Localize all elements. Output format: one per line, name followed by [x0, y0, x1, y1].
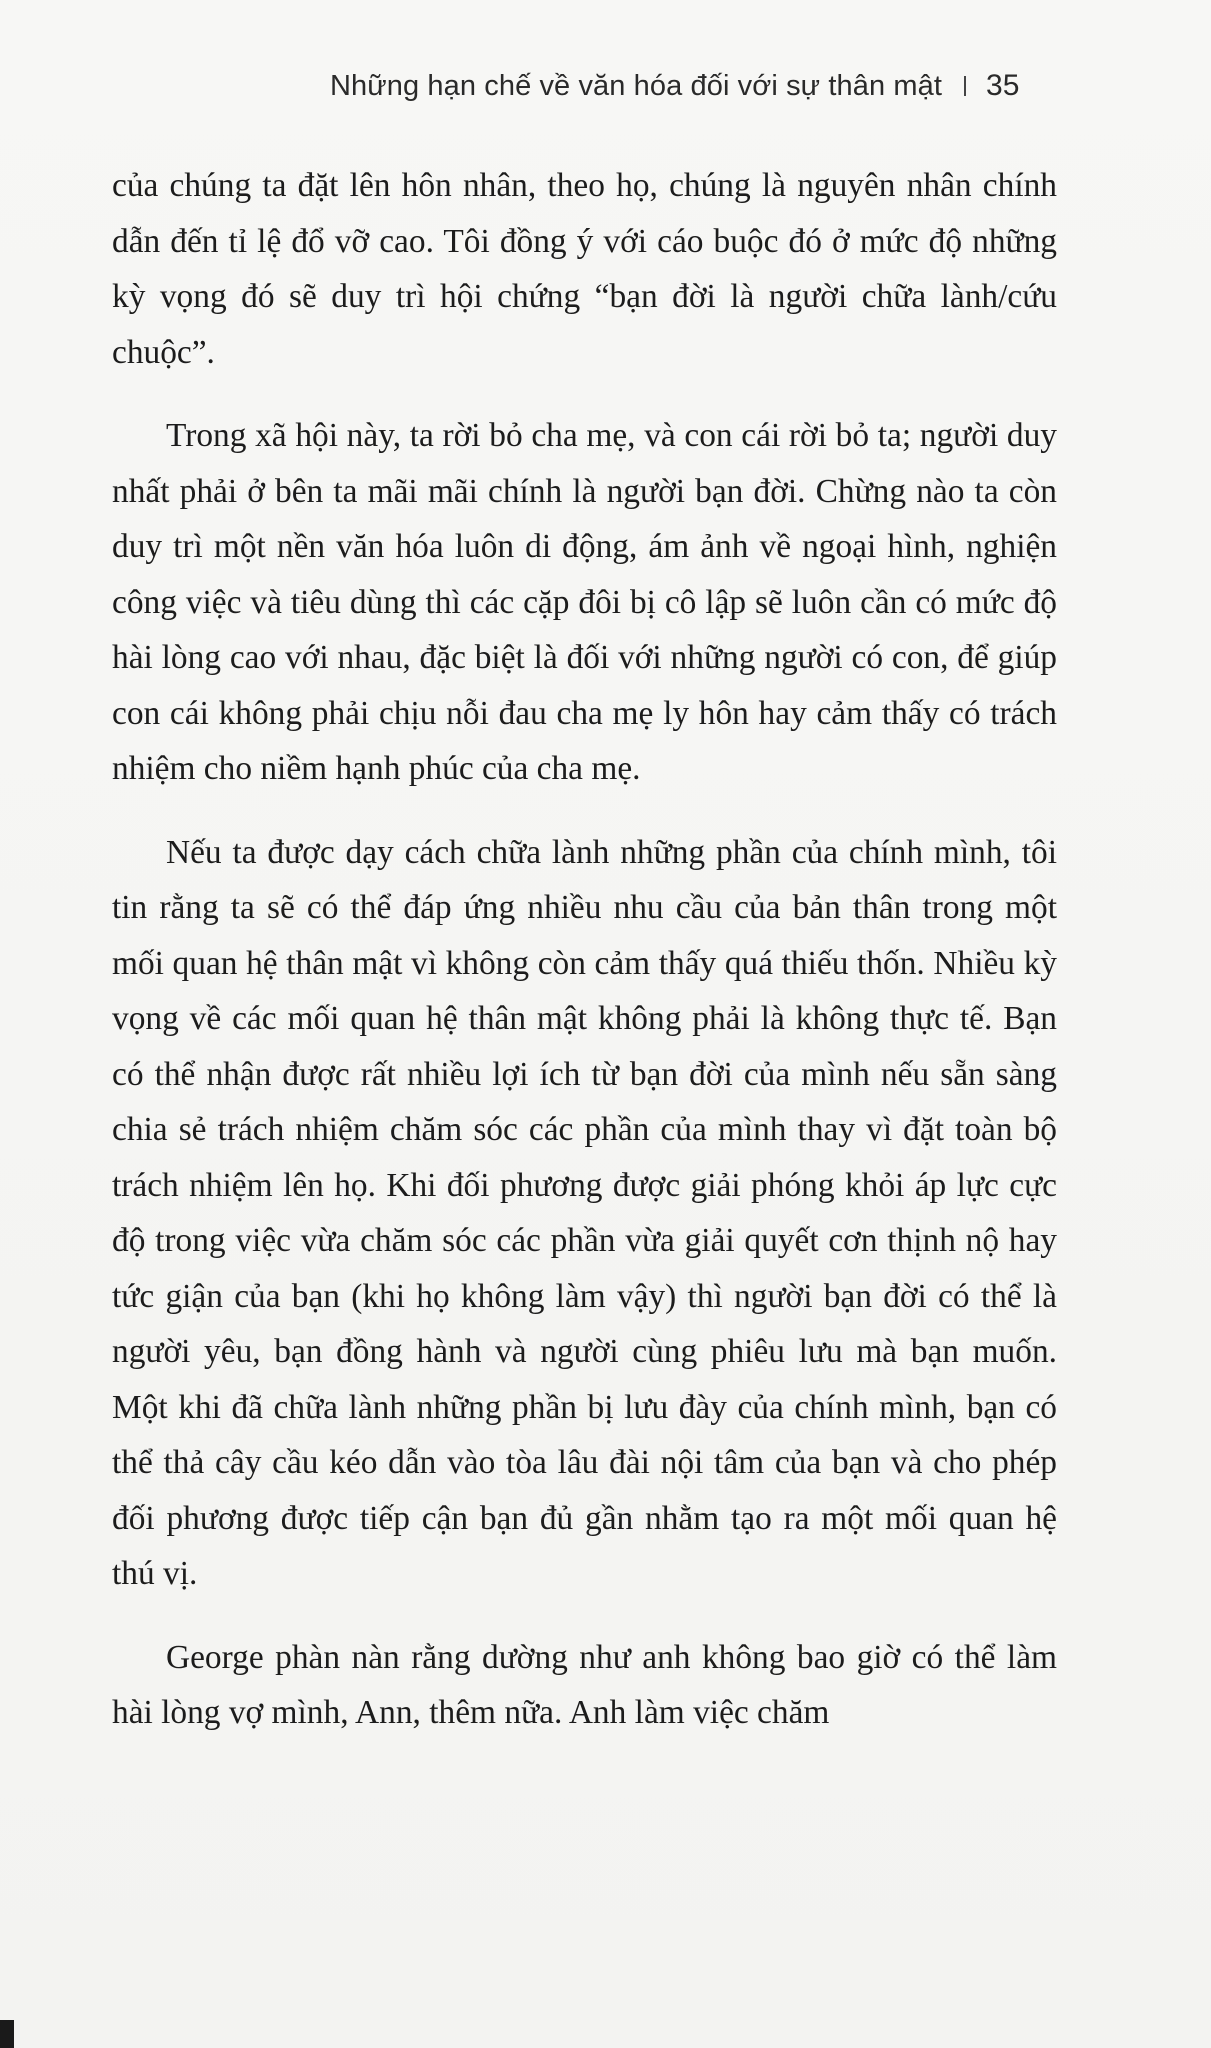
- page-number: 35: [985, 69, 1020, 102]
- paragraph: Trong xã hội này, ta rời bỏ cha mẹ, và con cái rời bỏ ta; người duy nhất phải ở bên ta mãi mãi chính là người bạn đời. Chừng nào ta còn duy trì một nền văn hóa luôn di động, ám ảnh về ngoại hình, nghiện công việc và tiêu dùng thì các cặp đôi bị cô lập sẽ luôn cần có mức độ hài lòng cao với nhau, đặc biệt là đối với những người có con, để giúp con cái không phải chịu nỗi đau cha mẹ ly hôn hay cảm thấy có trách nhiệm cho niềm hạnh phúc của cha mẹ.: [112, 417, 1057, 787]
- paragraph: Nếu ta được dạy cách chữa lành những phần của chính mình, tôi tin rằng ta sẽ có thể đáp ứng nhiều nhu cầu của bản thân trong một mối quan hệ thân mật vì không còn cảm thấy quá thiếu thốn. Nhiều kỳ vọng về các mối quan hệ thân mật không phải là không thực tế. Bạn có thể nhận được rất nhiều lợi ích từ bạn đời của mình nếu sẵn sàng chia sẻ trách nhiệm chăm sóc các phần của mình thay vì đặt toàn bộ trách nhiệm lên họ. Khi đối phương được giải phóng khỏi áp lực cực độ trong việc vừa chăm sóc các phần vừa giải quyết cơn thịnh nộ hay tức giận của bạn (khi họ không làm vậy) thì người bạn đời có thể là người yêu, bạn đồng hành và người cùng phiêu lưu mà bạn muốn. Một khi đã chữa lành những phần bị lưu đày của chính mình, bạn có thể thả cây cầu kéo dẫn vào tòa lâu đài nội tâm của bạn và cho phép đối phương được tiếp cận bạn đủ gần nhằm tạo ra một mối quan hệ thú vị.: [112, 833, 1057, 1592]
- paragraph: George phàn nàn rằng dường như anh không bao giờ có thể làm hài lòng vợ mình, Ann, thêm nữa. Anh làm việc chăm: [112, 1638, 1057, 1731]
- running-header: [330, 64, 1070, 108]
- running-title: Những hạn chế về văn hóa đối với sự thân mật: [330, 69, 942, 102]
- paragraph-continuation: của chúng ta đặt lên hôn nhân, theo họ, chúng là nguyên nhân chính dẫn đến tỉ lệ đổ vỡ cao. Tôi đồng ý với cáo buộc đó ở mức độ những kỳ vọng đó sẽ duy trì hội chứng “bạn đời là người chữa lành/cứu chuộc”.: [112, 167, 1057, 371]
- body-text: [112, 158, 1057, 1741]
- page-edge-shadow: [0, 2020, 14, 2048]
- header-separator: [964, 76, 966, 96]
